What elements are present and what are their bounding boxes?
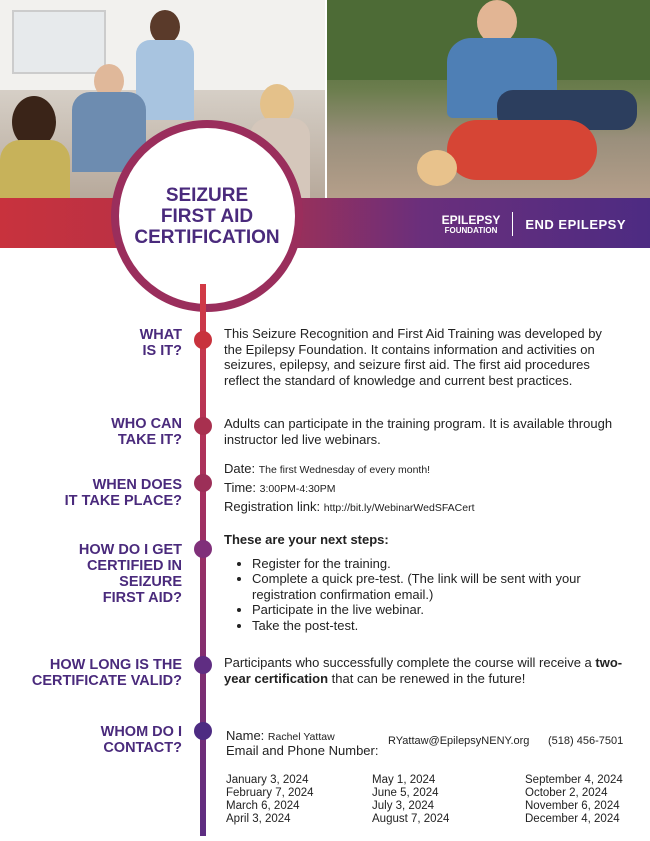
title-badge <box>119 128 295 304</box>
question-valid-line1: HOW LONG IS THE <box>49 657 182 673</box>
title-line-2: FIRST AID <box>160 205 254 227</box>
title-line-3: CERTIFICATION <box>134 226 280 248</box>
question-what-line2: IS IT? <box>142 343 182 359</box>
steps-list <box>234 556 584 634</box>
question-when <box>65 477 182 509</box>
time-value: 3:00PM-4:30PM <box>259 483 336 495</box>
valid-text-pre: Participants who successfully complete the course will receive a <box>224 655 596 670</box>
first-aid-photo <box>327 0 650 198</box>
step-item: • Take the post-test. <box>252 618 584 634</box>
timeline-dot-valid <box>194 656 212 674</box>
timeline-line <box>200 284 206 836</box>
question-when-line2: IT TAKE PLACE? <box>64 493 182 509</box>
question-how-line2: CERTIFIED IN <box>86 558 182 574</box>
date-item: May 1, 2024 <box>372 774 436 786</box>
answer-what: This Seizure Recognition and First Aid Training was developed by the Epilepsy Foundation. It contains information and activities on seizures, epilepsy, and seizure first aid. The first aid procedures reflect the standard of knowledge and current best practices. <box>224 326 602 388</box>
date-item: September 4, 2024 <box>525 774 623 786</box>
dates-col-3 <box>525 774 623 826</box>
date-item: August 7, 2024 <box>372 813 450 825</box>
timeline-dot-who <box>194 417 212 435</box>
logo1-line2: FOUNDATION <box>444 225 498 235</box>
end-epilepsy-logo: END EPILEPSY <box>525 216 626 232</box>
contact-email[interactable]: RYattaw@EpilepsyNENY.org <box>388 735 530 747</box>
question-how-line1: HOW DO I GET <box>78 542 182 558</box>
steps-heading: These are your next steps: <box>224 532 389 547</box>
logos <box>442 212 626 236</box>
question-contact-line1: WHOM DO I <box>100 724 182 740</box>
registration-label: Registration link: <box>224 499 321 514</box>
timeline-dot-how <box>194 540 212 558</box>
dates-col-1 <box>226 774 314 826</box>
contact-email-label: Email and Phone Number: <box>226 743 379 758</box>
date-item: January 3, 2024 <box>226 774 309 786</box>
date-item: November 6, 2024 <box>525 800 620 812</box>
step-item: • Complete a quick pre-test. (The link will be sent with your registration confirmation email.) <box>252 571 584 602</box>
date-item: March 6, 2024 <box>226 800 300 812</box>
answer-who: Adults can participate in the training program. It is available through instructor led live webinars. <box>224 416 613 447</box>
date-item: April 3, 2024 <box>226 813 291 825</box>
name-value: Rachel Yattaw <box>267 731 335 743</box>
date-value: The first Wednesday of every month! <box>258 464 431 476</box>
answer-how <box>224 532 584 633</box>
logo-divider <box>512 212 513 236</box>
name-label: Name: <box>226 728 265 743</box>
timeline-dot-contact <box>194 722 212 740</box>
valid-text-bold: two-year certification <box>224 655 623 686</box>
date-item: July 3, 2024 <box>372 800 435 812</box>
answer-when <box>224 460 624 517</box>
epilepsy-foundation-logo <box>442 214 501 235</box>
question-who-line2: TAKE IT? <box>117 432 182 448</box>
contact-phone: (518) 456-7501 <box>548 735 624 747</box>
timeline-dot-when <box>194 474 212 492</box>
question-what-line1: WHAT <box>139 327 182 343</box>
registration-link[interactable]: http://bit.ly/WebinarWedSFACert <box>323 502 475 514</box>
valid-text-post: that can be renewed in the future! <box>328 670 526 686</box>
question-how-line3: SEIZURE <box>119 574 182 590</box>
question-contact-line2: CONTACT? <box>103 740 182 756</box>
timeline-dot-what <box>194 331 212 349</box>
date-item: June 5, 2024 <box>372 787 439 799</box>
step-item: • Participate in the live webinar. <box>252 602 584 618</box>
question-valid <box>32 657 182 689</box>
title-line-1: SEIZURE <box>165 184 249 206</box>
question-who <box>111 416 182 448</box>
date-item: February 7, 2024 <box>226 787 314 799</box>
logo1-line1: EPILEPSY <box>441 212 501 227</box>
step-item: • Register for the training. <box>252 556 584 572</box>
question-who-line1: WHO CAN <box>111 416 182 432</box>
question-valid-line2: CERTIFICATE VALID? <box>31 673 182 689</box>
date-item: December 4, 2024 <box>525 813 620 825</box>
date-label: Date: <box>224 461 256 476</box>
question-how-line4: FIRST AID? <box>102 590 182 606</box>
question-what <box>140 327 182 359</box>
question-contact <box>101 724 182 756</box>
question-how <box>79 542 182 606</box>
dates-col-2 <box>372 774 449 826</box>
answer-valid <box>224 655 624 686</box>
date-item: October 2, 2024 <box>525 787 608 799</box>
question-when-line1: WHEN DOES <box>92 477 182 493</box>
time-label: Time: <box>224 480 257 495</box>
